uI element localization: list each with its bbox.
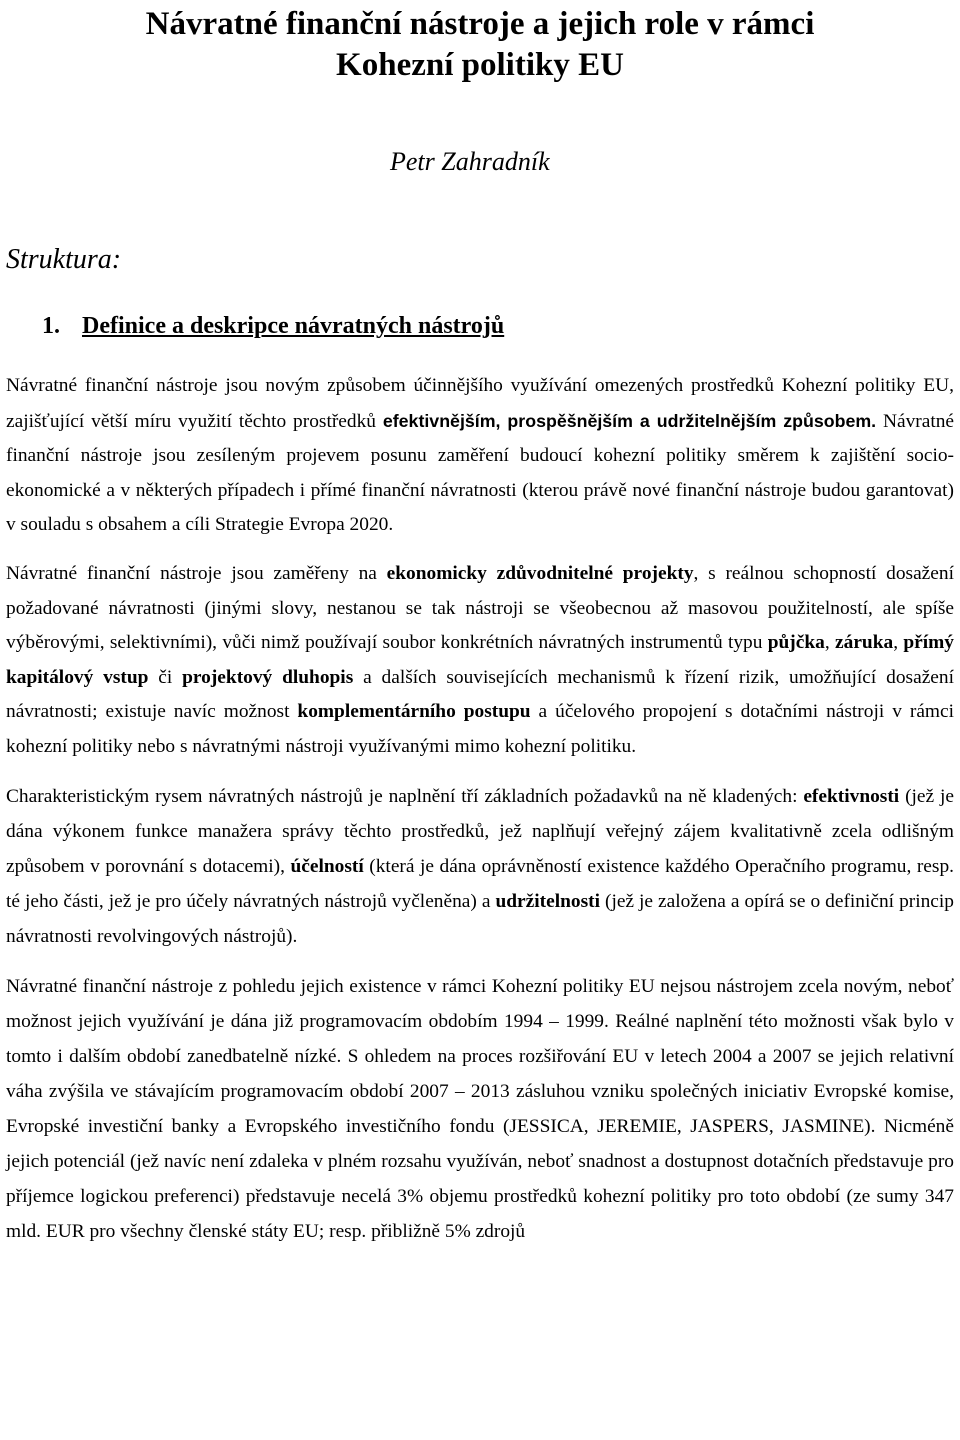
text-run: Návratné finanční nástroje jsou zesíleným projevem posunu zaměření budoucí kohezní politiky směrem k zajištění socio-ekonomické a v některých případech i přímé finanční návratnosti (kterou právě nové finanční nástroje budou garantovat) v souladu s obsahem a cíli Strategie Evropa 2020. xyxy=(6,410,955,536)
text-run: Návratné finanční nástroje z pohledu jejich existence v rámci Kohezní politiky EU nejsou nástrojem zcela novým, neboť možnost jejich využívání je dána již programovacím obdobím 1994 – 1999. Reálné naplnění této možnosti však bylo v tomto i dalším období zanedbatelně nízké. S ohledem na proces rozšiřování EU v letech 2004 a 2007 se jejich relativní váha zvýšila ve stávajícím programovacím období 2007 – 2013 zásluhou vzniku společných iniciativ Evropské komise, Evropské investiční banky a Evropského investičního fondu (JESSICA, JEREMIE, JASPERS, JASMINE). Nicméně jejich potenciál (jež navíc není zdaleka v plném rozsahu využíván, neboť snadnost a dostupnost dotačních představuje pro příjemce logickou preferenci) představuje necelá 3% objemu prostředků kohezní politiky pro toto období (ze sumy 347 mld. EUR pro všechny členské státy EU; resp. přibližně 5% zdrojů xyxy=(6,975,954,1242)
title-line-2: Kohezní politiky EU xyxy=(336,47,624,83)
text-run: Návratné finanční nástroje jsou novým způsobem účinnějšího využívání omezených prostředků Kohezní politiky EU, zajišťující větší míru využití těchto prostředků xyxy=(6,375,954,432)
section-title: Definice a deskripce návratných nástrojů xyxy=(82,313,505,339)
bold-term: přímý kapitálový vstup xyxy=(6,632,954,688)
text-run: a dalších souvisejících mechanismů k řízení rizik, umožňující dosažení návratnosti; existuje navíc možnost xyxy=(6,666,954,723)
text-run: , xyxy=(824,632,836,654)
text-run: , xyxy=(893,632,904,654)
paragraph-history xyxy=(6,969,954,1249)
structure-label: Struktura: xyxy=(6,244,122,275)
text-run: , s reálnou schopností dosažení požadované návratnosti (jinými slovy, nestanou se tak nástroji se všeobecnou až masovou použitelností, ale spíše výběrovými, selektivními), vůči nimž používají soubor konkrétních návratných instrumentů typu xyxy=(6,562,954,654)
text-run: Návratné finanční nástroje jsou zaměřeny na xyxy=(6,562,387,584)
text-run: či xyxy=(148,666,183,688)
paragraph-characteristics xyxy=(6,779,954,955)
text-run: (jež je založena a opírá se o definiční princip návratnosti revolvingových nástrojů). xyxy=(6,891,954,948)
text-run: Charakteristickým rysem návratných nástrojů je naplnění tří základních požadavků na ně kladených: xyxy=(6,785,804,807)
paragraph-focus xyxy=(6,557,954,765)
text-run: (která je dána oprávněností existence každého Operačního programu, resp. té jeho části, jež je pro účely návratných nástrojů vyčleněna) a xyxy=(6,855,954,913)
bold-term: komplementárního postupu xyxy=(297,701,531,723)
bold-term: ekonomicky zdůvodnitelné projekty xyxy=(386,562,694,584)
bold-term: projektový dluhopis xyxy=(182,666,354,688)
bold-term: půjčka xyxy=(767,632,825,654)
bold-term: účelností xyxy=(290,855,364,877)
text-run: (jež je dána výkonem funkce manažera správy těchto prostředků, jež naplňují veřejný zájem kvalitativně zcela odlišným způsobem v porovnání s dotacemi), xyxy=(6,785,954,877)
document-title xyxy=(6,0,954,86)
bold-term: záruka xyxy=(835,632,894,654)
title-line-1: Návratné finanční nástroje a jejich role v rámci xyxy=(145,6,815,42)
bold-term: efektivnosti xyxy=(803,785,900,807)
paragraph-definition xyxy=(6,369,954,543)
section-number: 1. xyxy=(42,313,60,339)
bold-term: udržitelnosti xyxy=(495,891,600,913)
text-run: a účelového propojení s dotačními nástroji v rámci kohezní politiky nebo s návratnými nástroji využívanými mimo kohezní politiku. xyxy=(6,701,955,757)
emphasis-sans-bold: efektivnějším, prospěšnějším a udržitelnějším způsobem. xyxy=(382,410,877,431)
author-name: Petr Zahradník xyxy=(390,147,550,176)
section-heading xyxy=(6,310,954,342)
document-page xyxy=(6,0,954,1249)
